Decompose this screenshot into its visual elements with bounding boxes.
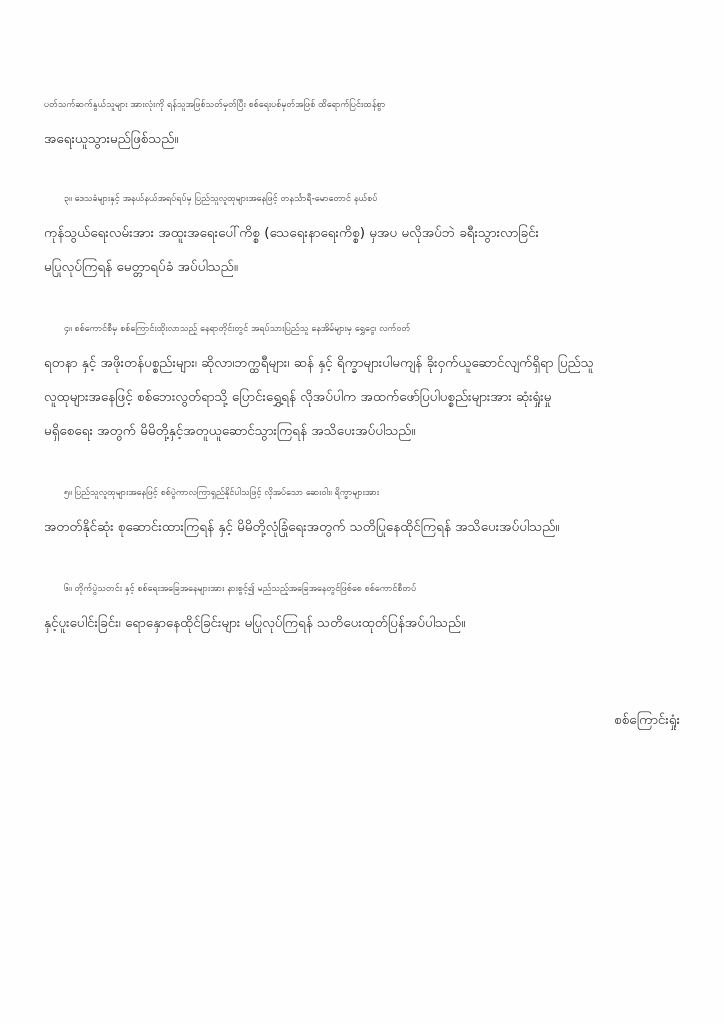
document-body bbox=[44, 88, 684, 668]
paragraph-line: ရတနာ နှင့် အဖိုးတန်ပစ္စည်းများ၊ ဆိုလာ၊ဘက္ထရီများ၊ ဆန် နှင့် ရိက္ခာများပါမကျန် ခိုးဝှက်ယူဆောင်လျက်ရှိရာ ပြည်သူ bbox=[44, 355, 594, 371]
paragraph-4 bbox=[44, 312, 684, 448]
paragraph-line: ကုန်သွယ်ရေးလမ်းအား အထူးအရေးပေါ်ကိစ္စ (သေရေးနာရေးကိစ္စ) မှအပ မလိုအပ်ဘဲ ခရီးသွားလာခြင်း bbox=[44, 225, 539, 241]
paragraph-3 bbox=[44, 182, 684, 284]
paragraph-line: ၃။ ဒေသခံများနှင့် အနယ်နယ်အရပ်ရပ်မှ ပြည်သူလူထုများအနေဖြင့် တနင်္သာရီ-မောတောင် နယ်စပ် bbox=[64, 194, 378, 204]
paragraph-line: မရှိစေရေး အတွက် မိမိတို့နှင့်အတူယူဆောင်သွားကြရန် အသိပေးအပ်ပါသည်။ bbox=[44, 423, 416, 439]
paragraph-line: လူထုများအနေဖြင့် စစ်ဘေးလွတ်ရာသို့ ပြောင်းရွှေ့ရန် လိုအပ်ပါက အထက်ဖော်ပြပါပစ္စည်းများအား ဆုံးရှုံးမှု bbox=[44, 389, 552, 405]
paragraph-6 bbox=[44, 572, 684, 640]
paragraph-line: အရေးယူသွားမည်ဖြစ်သည်။ bbox=[44, 131, 179, 147]
paragraph-line: ၆။ တိုက်ပွဲသတင်း နှင့် စစ်ရေးအခြေအနေများအား နားစွင့်၍ မည်သည့်အခြေအနေတွင်ဖြစ်စေ စစ်ကောင်စီတပ် bbox=[64, 584, 417, 594]
paragraph-line: ပတ်သက်ဆက်နွယ်သူများ အားလုံးကို ရန်သူအဖြစ်သတ်မှတ်ပြီး စစ်ရေးပစ်မှတ်အဖြစ် ထိရောက်ပြင်းထန်စွာ bbox=[44, 100, 386, 110]
paragraph-line: အတတ်နိုင်ဆုံး စုဆောင်းထားကြရန် နှင့် မိမိတို့လုံခြုံရေးအတွက် သတိပြုနေထိုင်ကြရန် အသိပေးအပ်ပါသည်။ bbox=[44, 519, 560, 535]
paragraph-line: ၅။ ပြည်သူလူထုများအနေဖြင့် စစ်ပွဲကာလကြာရှည်နိုင်ပါသဖြင့် လိုအပ်သော ဆေးဝါး၊ ရိက္ခာများအား bbox=[64, 488, 380, 498]
paragraph-line: နှင့်ပူးပေါင်းခြင်း၊ ရောနှောနေထိုင်ခြင်းများ မပြုလုပ်ကြရန် သတိပေးထုတ်ပြန်အပ်ပါသည်။ bbox=[44, 615, 466, 631]
paragraph-line: ၄။ စစ်ကောင်စီမှ စစ်ကြောင်းထိုးလာသည့် နေရာတိုင်းတွင် အရပ်သားပြည်သူ နေအိမ်များမှ ရွှေငွေ၊ လက်ဝတ် bbox=[64, 324, 411, 334]
paragraph-5 bbox=[44, 476, 684, 544]
paragraph-line: မပြုလုပ်ကြရန် မေတ္တာရပ်ခံ အပ်ပါသည်။ bbox=[44, 259, 238, 275]
signature: စစ်ကြောင်းရှုံး bbox=[614, 712, 680, 728]
paragraph-intro bbox=[44, 88, 684, 156]
